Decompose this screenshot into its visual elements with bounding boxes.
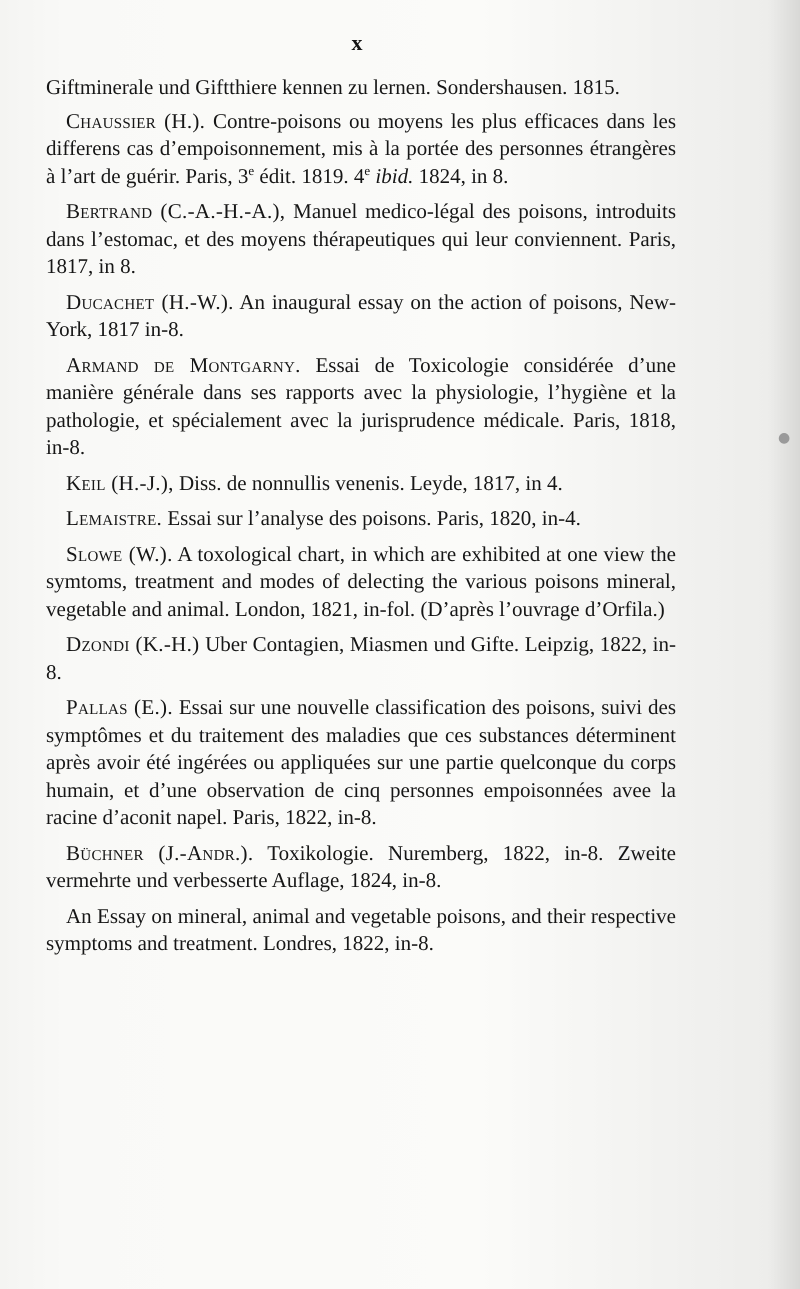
superscript: e: [364, 162, 371, 178]
bibliography-entry-ducachet: [46, 289, 676, 344]
bibliography-entry-pallas: [46, 694, 676, 832]
entry-text: Essai sur une nouvelle classification des poisons, suivi des symptômes et du traitement des maladies que ces substances déterminent après avoir été ingérées ou appliquées sur une partie quelconque du corps humain, et d’une observation de cinq personnes empoisonnées avee la racine d’aconit napel. Paris, 1822, in-8.: [46, 695, 676, 829]
entry-author: Dzondi (K.-H.): [66, 632, 200, 656]
entry-text: An Essay on mineral, animal and vegetable poisons, and their respective symptoms and treatment. Londres, 1822, in-8.: [46, 903, 676, 955]
entry-text: A toxological chart, in which are exhibited at one view the symtoms, treatment and modes of delecting the various poisons mineral, vegetable and animal. London, 1821, in-fol. (D’après l’ouvrage d’Orfila.): [46, 541, 676, 621]
bibliography-entry-armand: [46, 352, 676, 462]
entry-text: Diss. de nonnullis venenis. Leyde, 1817, in 4.: [173, 470, 563, 495]
entry-author: Lemaistre.: [66, 506, 163, 530]
entry-text: Contre-poisons ou moyens les plus efficaces dans les differens cas d’empoisonnement, mis à la portée des personnes étrangères à l’art de guérir. Paris, 3: [46, 108, 676, 188]
entry-author: Bertrand (C.-A.-H.-A.),: [66, 199, 286, 223]
bibliography-entry-slowe: [46, 541, 676, 624]
page-number: x: [351, 30, 363, 55]
bibliography-entry-buchner: [46, 840, 676, 895]
entry-text: Essai sur l’analyse des poisons. Paris, 1820, in-4.: [162, 506, 581, 530]
entry-author: Slowe (W.).: [66, 541, 173, 566]
entry-author: Armand de Montgarny.: [66, 352, 301, 377]
entry-text: 1824, in 8.: [413, 163, 509, 188]
bibliography-entry-chaussier: [46, 108, 676, 191]
entry-text: Toxikologie. Nuremberg, 1822, in-8. Zweite vermehrte und verbesserte Auflage, 1824, in-8.: [46, 840, 676, 892]
entry-text: Uber Contagien, Miasmen und Gifte. Leipzig, 1822, in-8.: [46, 632, 676, 684]
entry-author: Chaussier (H.).: [66, 108, 206, 133]
entry-author: Pallas (E.).: [66, 695, 173, 719]
bibliography-entry-continuation: [46, 74, 676, 102]
entry-text: An inaugural essay on the action of poisons, New-York, 1817 in-8.: [46, 289, 676, 341]
bibliography-entry-lemaistre: [46, 505, 676, 533]
bibliography-entry-dzondi: [46, 631, 676, 686]
bibliography-entry-anonymous-essay: [46, 903, 676, 958]
ink-spot-mark: ●: [778, 430, 791, 446]
entry-text: Giftminerale und Giftthiere kennen zu lernen. Sondershausen. 1815.: [46, 75, 620, 99]
entry-text: Essai de Toxicologie considérée d’une manière générale dans ses rapports avec la physiologie, l’hygiène et la pathologie, et spécialement avec la jurisprudence médicale. Paris, 1818, in-8.: [46, 352, 676, 459]
entry-author: Keil (H.-J.),: [66, 470, 174, 495]
bibliography-entry-keil: [46, 470, 676, 498]
entry-text: édit. 1819. 4: [254, 163, 365, 188]
entry-text: Manuel medico-légal des poisons, introduits dans l’estomac, et des moyens thérapeutiques qui leur conviennent. Paris, 1817, in 8.: [46, 199, 676, 278]
bibliography-text: [46, 74, 676, 966]
superscript: e: [248, 162, 255, 178]
entry-author: Büchner (J.-Andr.).: [66, 840, 254, 865]
entry-author: Ducachet (H.-W.).: [66, 289, 234, 314]
entry-italic: ibid.: [375, 163, 414, 188]
bibliography-entry-bertrand: [46, 198, 676, 281]
